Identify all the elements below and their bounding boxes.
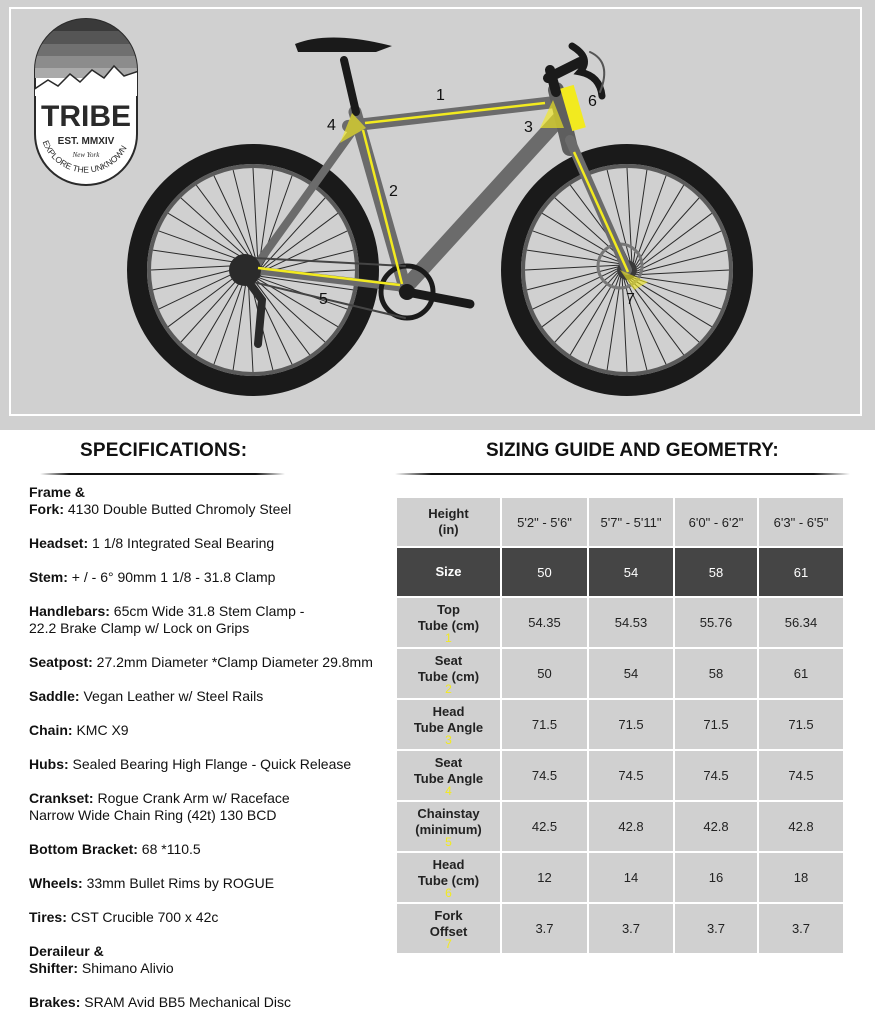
table-cell: 71.5 xyxy=(675,700,757,749)
table-cell: 71.5 xyxy=(589,700,673,749)
row-number: 5 xyxy=(445,834,452,849)
spec-item xyxy=(29,654,389,671)
table-cell: 42.8 xyxy=(589,802,673,851)
spec-value: 22.2 Brake Clamp w/ Lock on Grips xyxy=(29,620,250,636)
table-cell: 71.5 xyxy=(759,700,843,749)
spoke xyxy=(233,170,256,260)
spoke xyxy=(533,269,617,309)
row-label: Seat Tube Angle 4 xyxy=(397,751,500,800)
table-row xyxy=(397,598,843,647)
spec-label: Chain: xyxy=(29,722,73,738)
spec-item xyxy=(29,756,389,773)
spec-item xyxy=(29,722,389,739)
table-cell: 56.34 xyxy=(759,598,843,647)
spec-label: Crankset: xyxy=(29,790,94,806)
spec-item xyxy=(29,688,389,705)
row-label: Height (in) xyxy=(397,498,500,546)
table-cell: 42.8 xyxy=(759,802,843,851)
label-3: 3 xyxy=(524,119,533,136)
logo-tagline-text: EXPLORE THE UNKNOWN xyxy=(40,138,129,175)
spec-value: Shimano Alivio xyxy=(78,960,174,976)
table-cell: 58 xyxy=(675,548,757,596)
table-cell: 50 xyxy=(502,548,587,596)
row-number: 3 xyxy=(445,732,452,747)
spoke xyxy=(214,176,254,260)
spec-label: Fork: xyxy=(29,501,64,517)
spec-item xyxy=(29,535,389,552)
spec-item xyxy=(29,484,389,518)
spec-label: Hubs: xyxy=(29,756,69,772)
spec-value: Narrow Wide Chain Ring (42t) 130 BCD xyxy=(29,807,277,823)
row-number: 4 xyxy=(445,783,452,798)
spec-label: Deraileur & xyxy=(29,943,104,959)
table-cell: 5'7" - 5'11" xyxy=(589,498,673,546)
row-number: 6 xyxy=(445,885,452,900)
spoke xyxy=(253,168,258,261)
spec-value: CST Crucible 700 x 42c xyxy=(66,909,219,925)
spec-item xyxy=(29,909,389,926)
table-cell: 74.5 xyxy=(589,751,673,800)
table-row xyxy=(397,649,843,698)
bike-illustration xyxy=(0,0,875,430)
spec-value: KMC X9 xyxy=(72,722,129,738)
spec-value: 1 1/8 Integrated Seal Bearing xyxy=(88,535,275,551)
row-label: Head Tube (cm) 6 xyxy=(397,853,500,902)
row-label: Top Tube (cm) 1 xyxy=(397,598,500,647)
table-cell: 54.53 xyxy=(589,598,673,647)
spec-label: Stem: xyxy=(29,569,68,585)
table-cell: 12 xyxy=(502,853,587,902)
table-cell: 3.7 xyxy=(759,904,843,953)
spec-label: Seatpost: xyxy=(29,654,93,670)
table-cell: 55.76 xyxy=(675,598,757,647)
table-cell: 74.5 xyxy=(675,751,757,800)
spec-item xyxy=(29,603,389,637)
spec-label: Brakes: xyxy=(29,994,81,1010)
spec-label: Wheels: xyxy=(29,875,83,891)
spoke xyxy=(637,231,721,271)
table-cell: 54 xyxy=(589,548,673,596)
label-4: 4 xyxy=(327,117,336,134)
spec-value: 27.2mm Diameter *Clamp Diameter 29.8mm xyxy=(92,654,373,670)
spec-item xyxy=(29,943,389,977)
bike-diagram-panel xyxy=(0,0,875,430)
table-cell: 6'0" - 6'2" xyxy=(675,498,757,546)
spec-label: Bottom Bracket: xyxy=(29,841,138,857)
table-row xyxy=(397,802,843,851)
spec-label: Tires: xyxy=(29,909,67,925)
tribe-logo xyxy=(30,14,142,185)
row-number: 2 xyxy=(445,681,452,696)
table-cell: 71.5 xyxy=(502,700,587,749)
row-label: Chainstay (minimum) 5 xyxy=(397,802,500,851)
table-cell: 54.35 xyxy=(502,598,587,647)
table-cell: 3.7 xyxy=(502,904,587,953)
spec-item xyxy=(29,994,389,1011)
table-row xyxy=(397,700,843,749)
spec-value: 65cm Wide 31.8 Stem Clamp - xyxy=(109,603,305,619)
spec-value: + / - 6° 90mm 1 1/8 - 31.8 Clamp xyxy=(67,569,276,585)
table-cell: 58 xyxy=(675,649,757,698)
label-6: 6 xyxy=(588,93,597,110)
sizing-title: SIZING GUIDE AND GEOMETRY: xyxy=(486,440,779,461)
table-cell: 61 xyxy=(759,548,843,596)
table-row xyxy=(397,853,843,902)
table-cell: 42.5 xyxy=(502,802,587,851)
logo-brand: TRIBE xyxy=(41,100,131,133)
logo-established: EST. MMXIV xyxy=(57,136,115,147)
label-1: 1 xyxy=(436,87,445,104)
table-cell: 50 xyxy=(502,649,587,698)
header-row xyxy=(397,498,843,546)
table-row xyxy=(397,751,843,800)
spec-value: Vegan Leather w/ Steel Rails xyxy=(79,688,264,704)
row-label: Seat Tube (cm) 2 xyxy=(397,649,500,698)
table-cell: 42.8 xyxy=(675,802,757,851)
table-cell: 18 xyxy=(759,853,843,902)
spec-value: Rogue Crank Arm w/ Raceface xyxy=(93,790,290,806)
sizing-divider xyxy=(395,473,850,475)
bike-frame xyxy=(229,37,627,344)
row-number: 1 xyxy=(445,630,452,645)
spec-value: 68 *110.5 xyxy=(137,841,201,857)
table-cell: 74.5 xyxy=(502,751,587,800)
label-5: 5 xyxy=(319,291,328,308)
spoke xyxy=(527,267,617,290)
table-cell: 5'2" - 5'6" xyxy=(502,498,587,546)
table-cell: 16 xyxy=(675,853,757,902)
spec-value: SRAM Avid BB5 Mechanical Disc xyxy=(80,994,291,1010)
logo-city: New York xyxy=(72,151,100,159)
spoke xyxy=(636,270,729,275)
specifications-title: SPECIFICATIONS: xyxy=(80,440,248,461)
table-cell: 6'3" - 6'5" xyxy=(759,498,843,546)
size-row xyxy=(397,548,843,596)
table-cell: 3.7 xyxy=(675,904,757,953)
table-cell: 3.7 xyxy=(589,904,673,953)
spec-label: Frame & xyxy=(29,484,86,500)
spec-value: 33mm Bullet Rims by ROGUE xyxy=(82,875,275,891)
label-2: 2 xyxy=(389,183,398,200)
table-cell: 14 xyxy=(589,853,673,902)
table-cell: 74.5 xyxy=(759,751,843,800)
spec-label: Saddle: xyxy=(29,688,80,704)
spec-label: Handlebars: xyxy=(29,603,110,619)
spoke xyxy=(525,265,618,270)
table-row xyxy=(397,904,843,953)
label-7: 7 xyxy=(626,291,635,308)
spoke xyxy=(637,250,727,273)
specifications-divider xyxy=(40,473,285,475)
table-cell: 61 xyxy=(759,649,843,698)
specifications-list xyxy=(29,484,389,1028)
spec-item xyxy=(29,790,389,824)
spec-value: Sealed Bearing High Flange - Quick Release xyxy=(68,756,352,772)
row-label: Size xyxy=(397,548,500,596)
spec-label: Headset: xyxy=(29,535,89,551)
row-label: Fork Offset 7 xyxy=(397,904,500,953)
row-number: 7 xyxy=(445,936,452,951)
row-label: Head Tube Angle 3 xyxy=(397,700,500,749)
spec-item xyxy=(29,841,389,858)
spec-item xyxy=(29,875,389,892)
geometry-table xyxy=(395,496,845,955)
spec-value: 4130 Double Butted Chromoly Steel xyxy=(64,501,292,517)
table-cell: 54 xyxy=(589,649,673,698)
spec-item xyxy=(29,569,389,586)
spec-label: Shifter: xyxy=(29,960,78,976)
